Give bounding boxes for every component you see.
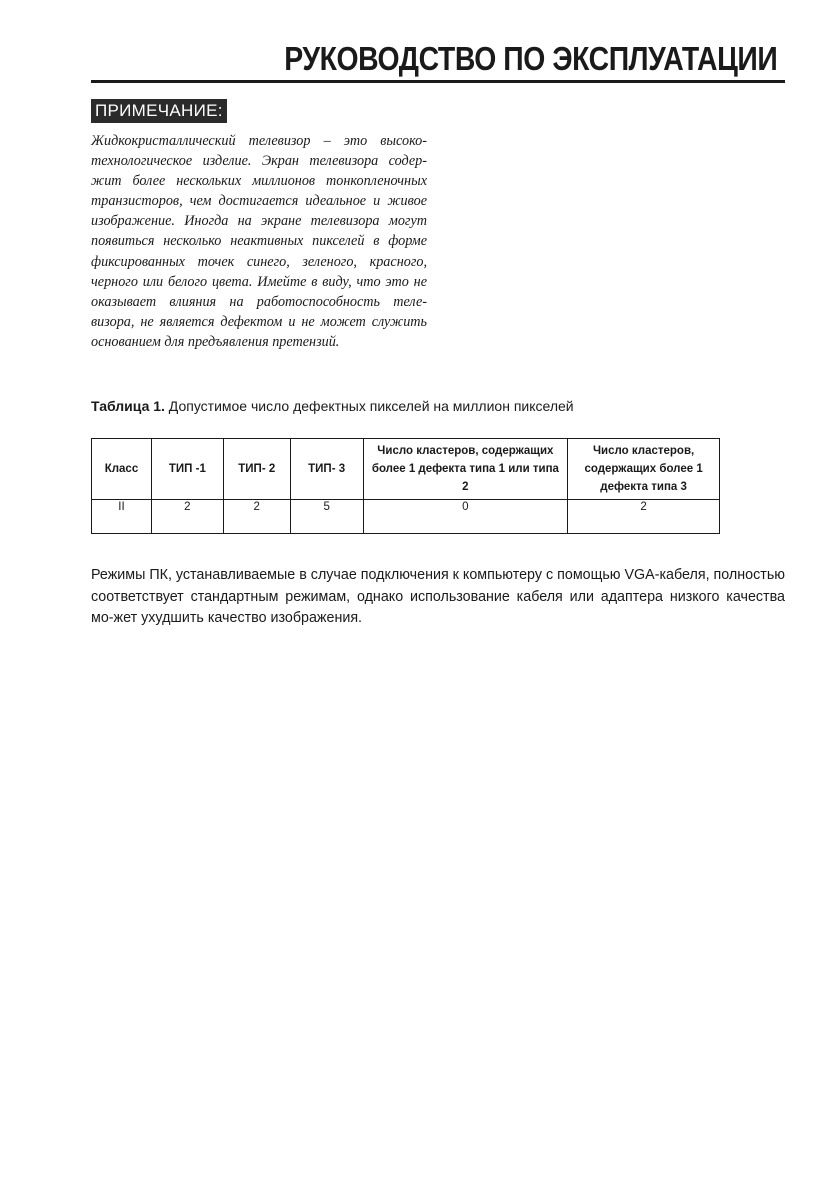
table-caption-number: Таблица 1.: [91, 398, 165, 414]
table-header-type-1: ТИП -1: [151, 439, 223, 500]
table-cell-type-3: 5: [290, 500, 363, 534]
table-cell-class: II: [92, 500, 152, 534]
table-header-clusters-type-1-2: Число кластеров, содержащих более 1 дефекта типа 1 или типа 2: [363, 439, 568, 500]
table-cell-clusters-type-1-2: 0: [363, 500, 568, 534]
table-header-row: [92, 439, 720, 500]
table-header-clusters-type-3: Число кластеров, содержащих более 1 дефекта типа 3: [568, 439, 720, 500]
table-header-type-2: ТИП- 2: [223, 439, 290, 500]
note-text: Жидкокристаллический телевизор – это высоко-технологическое изделие. Экран телевизора содер-жит более нескольких миллионов тонкопленочных транзисторов, чем достигается идеальное и живое изображение. Иногда на экране телевизора могут появиться несколько неактивных пикселей в форме фиксированных точек синего, зеленого, красного, черного или белого цвета. Имейте в виду, что это не оказывает влияния на работоспособность теле-визора, не является дефектом и не может служить основанием для предъявления претензий.: [91, 133, 427, 350]
table-caption-text: Допустимое число дефектных пикселей на миллион пикселей: [164, 398, 574, 414]
pc-modes-text: Режимы ПК, устанавливаемые в случае подключения к компьютеру с помощью VGA-кабеля, полностью соответствует стандартным режимам, однако использование кабеля или адаптера низкого качества мо-жет ухудшить качество изображения.: [91, 567, 785, 626]
table-caption: [91, 398, 574, 414]
table-cell-clusters-type-3: 2: [568, 500, 720, 534]
table-cell-type-1: 2: [151, 500, 223, 534]
table-header-class: Класс: [92, 439, 152, 500]
table-cell-type-2: 2: [223, 500, 290, 534]
page-title: РУКОВОДСТВО ПО ЭКСПЛУАТАЦИИ: [283, 40, 777, 77]
table-header-type-3: ТИП- 3: [290, 439, 363, 500]
header-rule: [91, 80, 785, 83]
table-row: [92, 500, 720, 534]
defect-pixels-table: [91, 438, 720, 534]
page-header: [91, 38, 785, 84]
note-label: ПРИМЕЧАНИЕ:: [91, 99, 227, 123]
